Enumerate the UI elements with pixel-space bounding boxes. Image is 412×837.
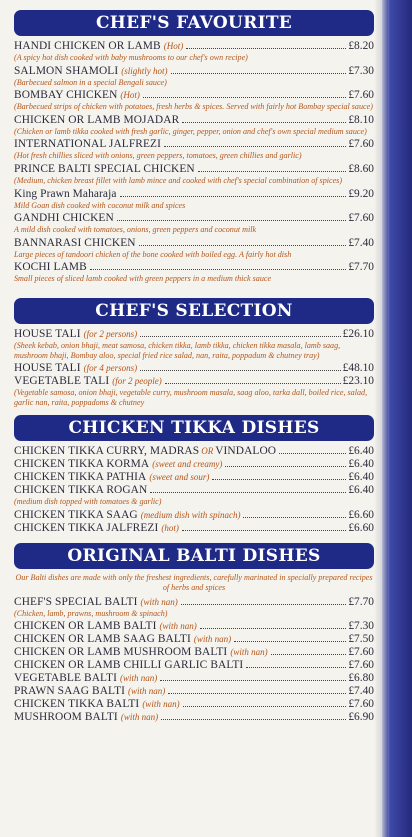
item-description: (Chicken, lamb, prawns, mushroom & spinach) [14,608,168,618]
item-description: (A spicy hot dish cooked with baby mushrooms to our chef's own recipe) [14,53,248,62]
menu-item [14,445,374,458]
item-tag: (Hot) [120,90,140,101]
item-price: £7.60 [348,212,374,225]
item-price: £23.10 [342,375,374,388]
item-tag: (sweet and sour) [149,472,210,483]
menu-item [14,522,374,535]
section-title: CHICKEN TIKKA DISHES [14,415,374,441]
dot-leader [200,628,347,629]
dot-leader [246,667,346,668]
item-price: £7.60 [348,698,374,711]
menu-item [14,711,374,724]
menu-item [14,672,374,685]
item-tag: (slightly hot) [121,65,168,76]
dot-leader [161,719,346,720]
menu-item [14,484,374,507]
item-price: £6.90 [348,711,374,724]
item-price: £8.10 [348,113,374,126]
item-price: £8.60 [348,162,374,175]
item-name: HANDI CHICKEN OR LAMB [14,40,161,52]
item-price: £7.50 [348,633,374,646]
item-price: £7.60 [348,138,374,151]
item-description: (Sheek kebab, onion bhaji, meat samosa, chicken tikka, lamb tikka, chicken tikka masala, lamb saag, mushroom bhaji, Bombay aloo, special fried rice salad, nan, raita, poppadum & chutney tray) [14,340,341,360]
item-description: (Barbecued salmon in a special Bengali sauce) [14,77,167,87]
item-price: £7.70 [348,261,374,274]
item-name: CHICKEN TIKKA ROGAN [14,484,148,497]
item-tag: (with nan) [230,647,268,658]
menu-item [14,188,374,211]
item-description: Mild Goan dish cooked with coconut milk and spices [14,200,186,210]
dot-leader [225,466,346,467]
menu-item [14,685,374,698]
item-tag: (with nan) [142,699,180,710]
item-name: CHICKEN TIKKA SAAG [14,508,138,521]
item-description: Large pieces of tandoori chicken of the bone cooked with boiled egg. A fairly hot dish [14,249,292,259]
item-description: (Vegetable samosa, onion bhaji, vegetable curry, mushroom masala, saag aloo, tarka dall, boiled rice, salad, garlic nan, raita, poppadoms & chutney [14,388,368,407]
menu-item [14,114,374,137]
menu-item [14,328,374,360]
dot-leader [271,654,347,655]
section-intro: Our Balti dishes are made with only the freshest ingredients, carefully marinated in specially prepared recipes of herbs and spices [15,572,373,592]
item-price: £7.70 [348,595,374,608]
item-name: CHEF'S SPECIAL BALTI [14,595,138,608]
dot-leader [198,171,347,172]
dot-leader [181,604,347,605]
item-price: £26.10 [342,327,374,340]
item-price: £6.40 [348,471,374,484]
item-description: A mild dish cooked with tomatoes, onions, green peppers and coconut milk [14,225,257,235]
item-name: HOUSE TALI [14,362,81,375]
page-curl [374,0,388,837]
dot-leader [183,706,347,707]
item-tag: (medium dish with spinach) [140,509,241,520]
menu-item [14,509,374,522]
section-chefs-selection [14,298,374,407]
dot-leader [140,370,341,371]
item-price: £7.30 [348,64,374,77]
item-name: PRAWN SAAG BALTI [14,685,126,698]
item-name-alt: VINDALOO [215,445,277,458]
item-name: KOCHI LAMB [14,261,87,274]
item-price: £48.10 [342,362,374,375]
dot-leader [160,680,346,681]
item-description: (Medium, chicken breast fillet with lamb mince and cooked with chef's special combination of spices) [14,175,343,185]
item-tag: (with nan) [193,634,232,645]
dot-leader [120,196,347,197]
item-tag: (for 2 people) [112,376,162,387]
section-title: CHEF'S SELECTION [14,298,374,324]
item-price: £7.40 [348,236,374,249]
menu-content [14,10,374,732]
menu-item [14,261,374,284]
item-price: £6.40 [348,445,374,458]
item-name: King Prawn Maharaja [14,187,117,200]
item-name: CHICKEN TIKKA CURRY, MADRAS [14,445,200,458]
item-tag: (with nan) [128,686,166,697]
dot-leader [140,336,341,337]
item-price: £9.20 [348,187,374,200]
item-description: (medium dish topped with tomatoes & garlic) [14,497,162,507]
item-price: £6.40 [348,484,374,497]
item-name: CHICKEN OR LAMB SAAG BALTI [14,633,191,646]
dot-leader [243,517,346,518]
dot-leader [182,122,346,123]
item-name: CHICKEN OR LAMB BALTI [14,620,157,633]
item-tag: (for 2 persons) [83,328,138,339]
section-title: ORIGINAL BALTI DISHES [14,543,374,569]
item-name: CHICKEN TIKKA PATHIA [14,471,147,484]
item-tag: (sweet and creamy) [152,459,223,470]
menu-item [14,596,374,619]
dot-leader [165,383,341,384]
item-price: £6.80 [348,672,374,685]
item-description: (Barbecued strips of chicken with potatoes, fresh herbs & spices. Served with fairly hot Bombay special sauce) [14,102,373,112]
dot-leader [139,245,347,246]
item-name: CHICKEN TIKKA BALTI [14,698,140,711]
menu-item [14,362,374,375]
item-name: INTERNATIONAL JALFREZI [14,138,161,151]
menu-item [14,458,374,471]
section-original-balti [14,543,374,724]
item-price: £7.60 [348,89,374,102]
item-tag: (with nan) [140,596,178,607]
dot-leader [143,97,346,98]
item-name: CHICKEN TIKKA KORMA [14,458,150,471]
dot-leader [234,641,346,642]
menu-item [14,659,374,672]
dot-leader [171,73,347,74]
item-name: PRINCE BALTI SPECIAL CHICKEN [14,162,195,175]
item-description: (Chicken or lamb tikka cooked with fresh garlic, ginger, pepper, onion and chef's own special medium sauce) [14,126,367,136]
item-price: £6.40 [348,458,374,471]
item-tag: (for 4 persons) [83,363,138,374]
item-tag: (hot) [161,522,179,533]
section-chicken-tikka [14,415,374,535]
item-price: £6.60 [348,521,374,534]
section-title: CHEF'S FAVOURITE [14,10,374,36]
menu-item [14,620,374,633]
item-price: £8.20 [348,40,374,52]
item-name: CHICKEN OR LAMB MOJADAR [14,113,180,126]
menu-item [14,698,374,711]
menu-item [14,138,374,161]
menu-item [14,212,374,235]
menu-item [14,375,374,407]
dot-leader [182,530,346,531]
item-name: HOUSE TALI [14,327,81,340]
item-name: VEGETABLE BALTI [14,672,117,685]
dot-leader [90,269,347,270]
item-name: BOMBAY CHICKEN [14,89,118,102]
item-name: BANNARASI CHICKEN [14,236,136,249]
item-name: CHICKEN OR LAMB MUSHROOM BALTI [14,646,228,659]
dot-leader [279,453,346,454]
item-name: MUSHROOM BALTI [14,711,118,724]
menu-item [14,633,374,646]
item-name: SALMON SHAMOLI [14,64,119,77]
item-price: £7.60 [348,646,374,659]
item-price: £7.60 [348,659,374,672]
item-tag: (with nan) [120,673,158,684]
menu-item [14,237,374,260]
menu-item [14,65,374,88]
menu-item [14,40,374,63]
dot-leader [117,220,347,221]
menu-item [14,471,374,484]
item-name: GANDHI CHICKEN [14,212,114,225]
item-tag: (with nan) [159,621,197,632]
item-tag: (with nan) [120,712,159,723]
item-name: CHICKEN TIKKA JALFREZI [14,521,159,534]
dot-leader [186,48,346,49]
item-price: £6.60 [348,508,374,521]
item-name: VEGETABLE TALI [14,375,110,388]
dot-leader [168,693,346,694]
item-or: OR [201,446,214,457]
menu-item [14,646,374,659]
item-name: CHICKEN OR LAMB CHILLI GARLIC BALTI [14,659,244,672]
item-description: (Hot fresh chillies sliced with onions, green peppers, tomatoes, green chillies and garlic) [14,151,302,161]
item-price: £7.40 [348,685,374,698]
menu-item [14,89,374,112]
dot-leader [164,146,346,147]
dot-leader [212,479,346,480]
menu-item [14,163,374,186]
dot-leader [150,492,346,493]
section-chefs-favourite [14,10,374,284]
item-price: £7.30 [348,620,374,633]
item-description: Small pieces of sliced lamb cooked with green peppers in a medium thick sauce [14,274,272,284]
item-tag: (Hot) [163,41,184,51]
